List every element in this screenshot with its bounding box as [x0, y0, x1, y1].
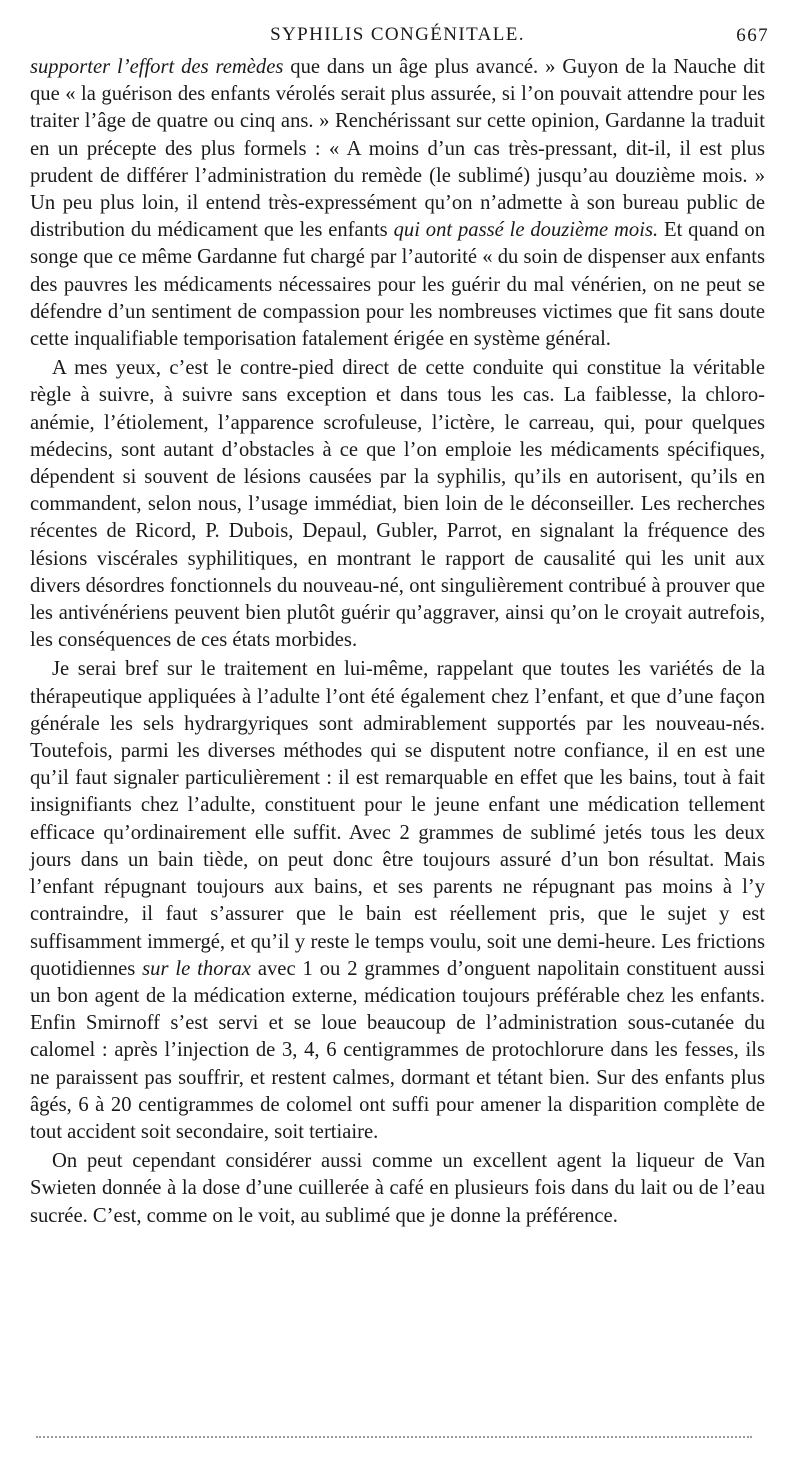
paragraph-1: [30, 54, 765, 353]
body-text: [30, 54, 765, 1230]
text-run: que dans un âge plus avancé. » Guyon de la Nauche dit que « la guérison des enfants vérolés serait plus assurée, si l’on pouvait attendre pour les traiter l’âge de quatre ou cinq ans. » Renchérissant sur cette opinion, Gardanne la traduit en un précepte des plus formels : « A moins d’un cas très-pressant, dit-il, il est plus prudent de différer l’administration du remède (le sublimé) jusqu’au douzième mois. » Un peu plus loin, il entend très-expressément qu’on n’admette à son bureau public de distribution du médicament que les enfants: [30, 56, 765, 242]
italic-phrase: sur le thorax: [142, 957, 251, 980]
footer-dotted-rule: [36, 1436, 752, 1438]
running-header: [30, 24, 769, 54]
paragraph-3: [30, 656, 765, 1146]
italic-phrase: qui ont passé le douzième mois.: [393, 219, 659, 242]
running-title: SYPHILIS CONGÉNITALE.: [270, 24, 525, 45]
text-run: Je serai bref sur le traitement en lui-même, rappelant que toutes les variétés de la thérapeutique appliquées à l’adulte l’ont été également chez l’enfant, et que d’une façon générale les sels hydrargyriques sont admirablement supportés par les nouveau-nés. Toutefois, parmi les diverses méthodes qui se disputent notre confiance, il en est une qu’il faut signaler particulièrement : il est remarquable en effet que les bains, tout à fait insignifiants chez l’adulte, constituent pour le jeune enfant une médication tellement efficace qu’ordinairement elle suffit. Avec 2 grammes de sublimé jetés tous les deux jours dans un bain tiède, on peut donc être toujours assuré d’un bon résultat. Mais l’enfant répugnant toujours aux bains, et ses parents ne répugnant pas moins à l’y contraindre, il faut s’assurer que le bain est réellement pris, que le sujet y est suffisamment immergé, et qu’il y reste le temps voulu, soit une demi-heure. Les frictions quotidiennes: [30, 658, 765, 980]
text-run: avec 1 ou 2 grammes d’onguent napolitain constituent aussi un bon agent de la médication externe, médication toujours préférable chez les enfants. Enfin Smirnoff s’est servi et se loue beaucoup de l’administration sous-cutanée du calomel : après l’injection de 3, 4, 6 centigrammes de protochlorure dans les fesses, ils ne paraissent pas souffrir, et restent calmes, dormant et tétant bien. Sur des enfants plus âgés, 6 à 20 centigrammes de colomel ont suffi pour amener la disparition complète de tout accident soit secondaire, soit tertiaire.: [30, 957, 765, 1143]
text-run: Et quand on songe que ce même Gardanne fut chargé par l’autorité « du soin de dispenser aux enfants des pauvres les médicaments nécessaires pour les guérir du mal vénérien, on ne peut se défendre d’un sentiment de compassion pour les nombreuses victimes que fit sans doute cette inqualifiable temporisation fatalement érigée en système général.: [30, 219, 765, 351]
book-page: [30, 24, 769, 1230]
paragraph-4: On peut cependant considérer aussi comme un excellent agent la liqueur de Van Swieten donnée à la dose d’une cuillerée à café en plusieurs fois dans du lait ou de l’eau sucrée. C’est, comme on le voit, au sublimé que je donne la préférence.: [30, 1150, 765, 1227]
paragraph-2: A mes yeux, c’est le contre-pied direct de cette conduite qui constitue la véritable règle à suivre, à suivre sans exception et dans tous les cas. La faiblesse, la chloro-anémie, l’étiolement, l’apparence scrofuleuse, l’ictère, le carreau, qui, pour quelques médecins, sont autant d’obstacles à ce que l’on emploie les médicaments spécifiques, dépendent si souvent de lésions causées par la syphilis, qu’ils en autorisent, qu’ils en commandent, selon nous, l’usage immédiat, bien loin de le déconseiller. Les recherches récentes de Ricord, P. Dubois, Depaul, Gubler, Parrot, en signalant la fréquence des lésions viscérales syphilitiques, en montrant le rapport de causalité qui les unit aux divers désordres fonctionnels du nouveau-né, ont singulièrement contribué à prouver que les antivénériens peuvent bien plutôt guérir qu’aggraver, ainsi qu’on le croyait autrefois, les conséquences de ces états morbides.: [30, 357, 765, 652]
italic-phrase: supporter l’effort des remèdes: [30, 56, 284, 78]
page-number: 667: [736, 25, 769, 46]
